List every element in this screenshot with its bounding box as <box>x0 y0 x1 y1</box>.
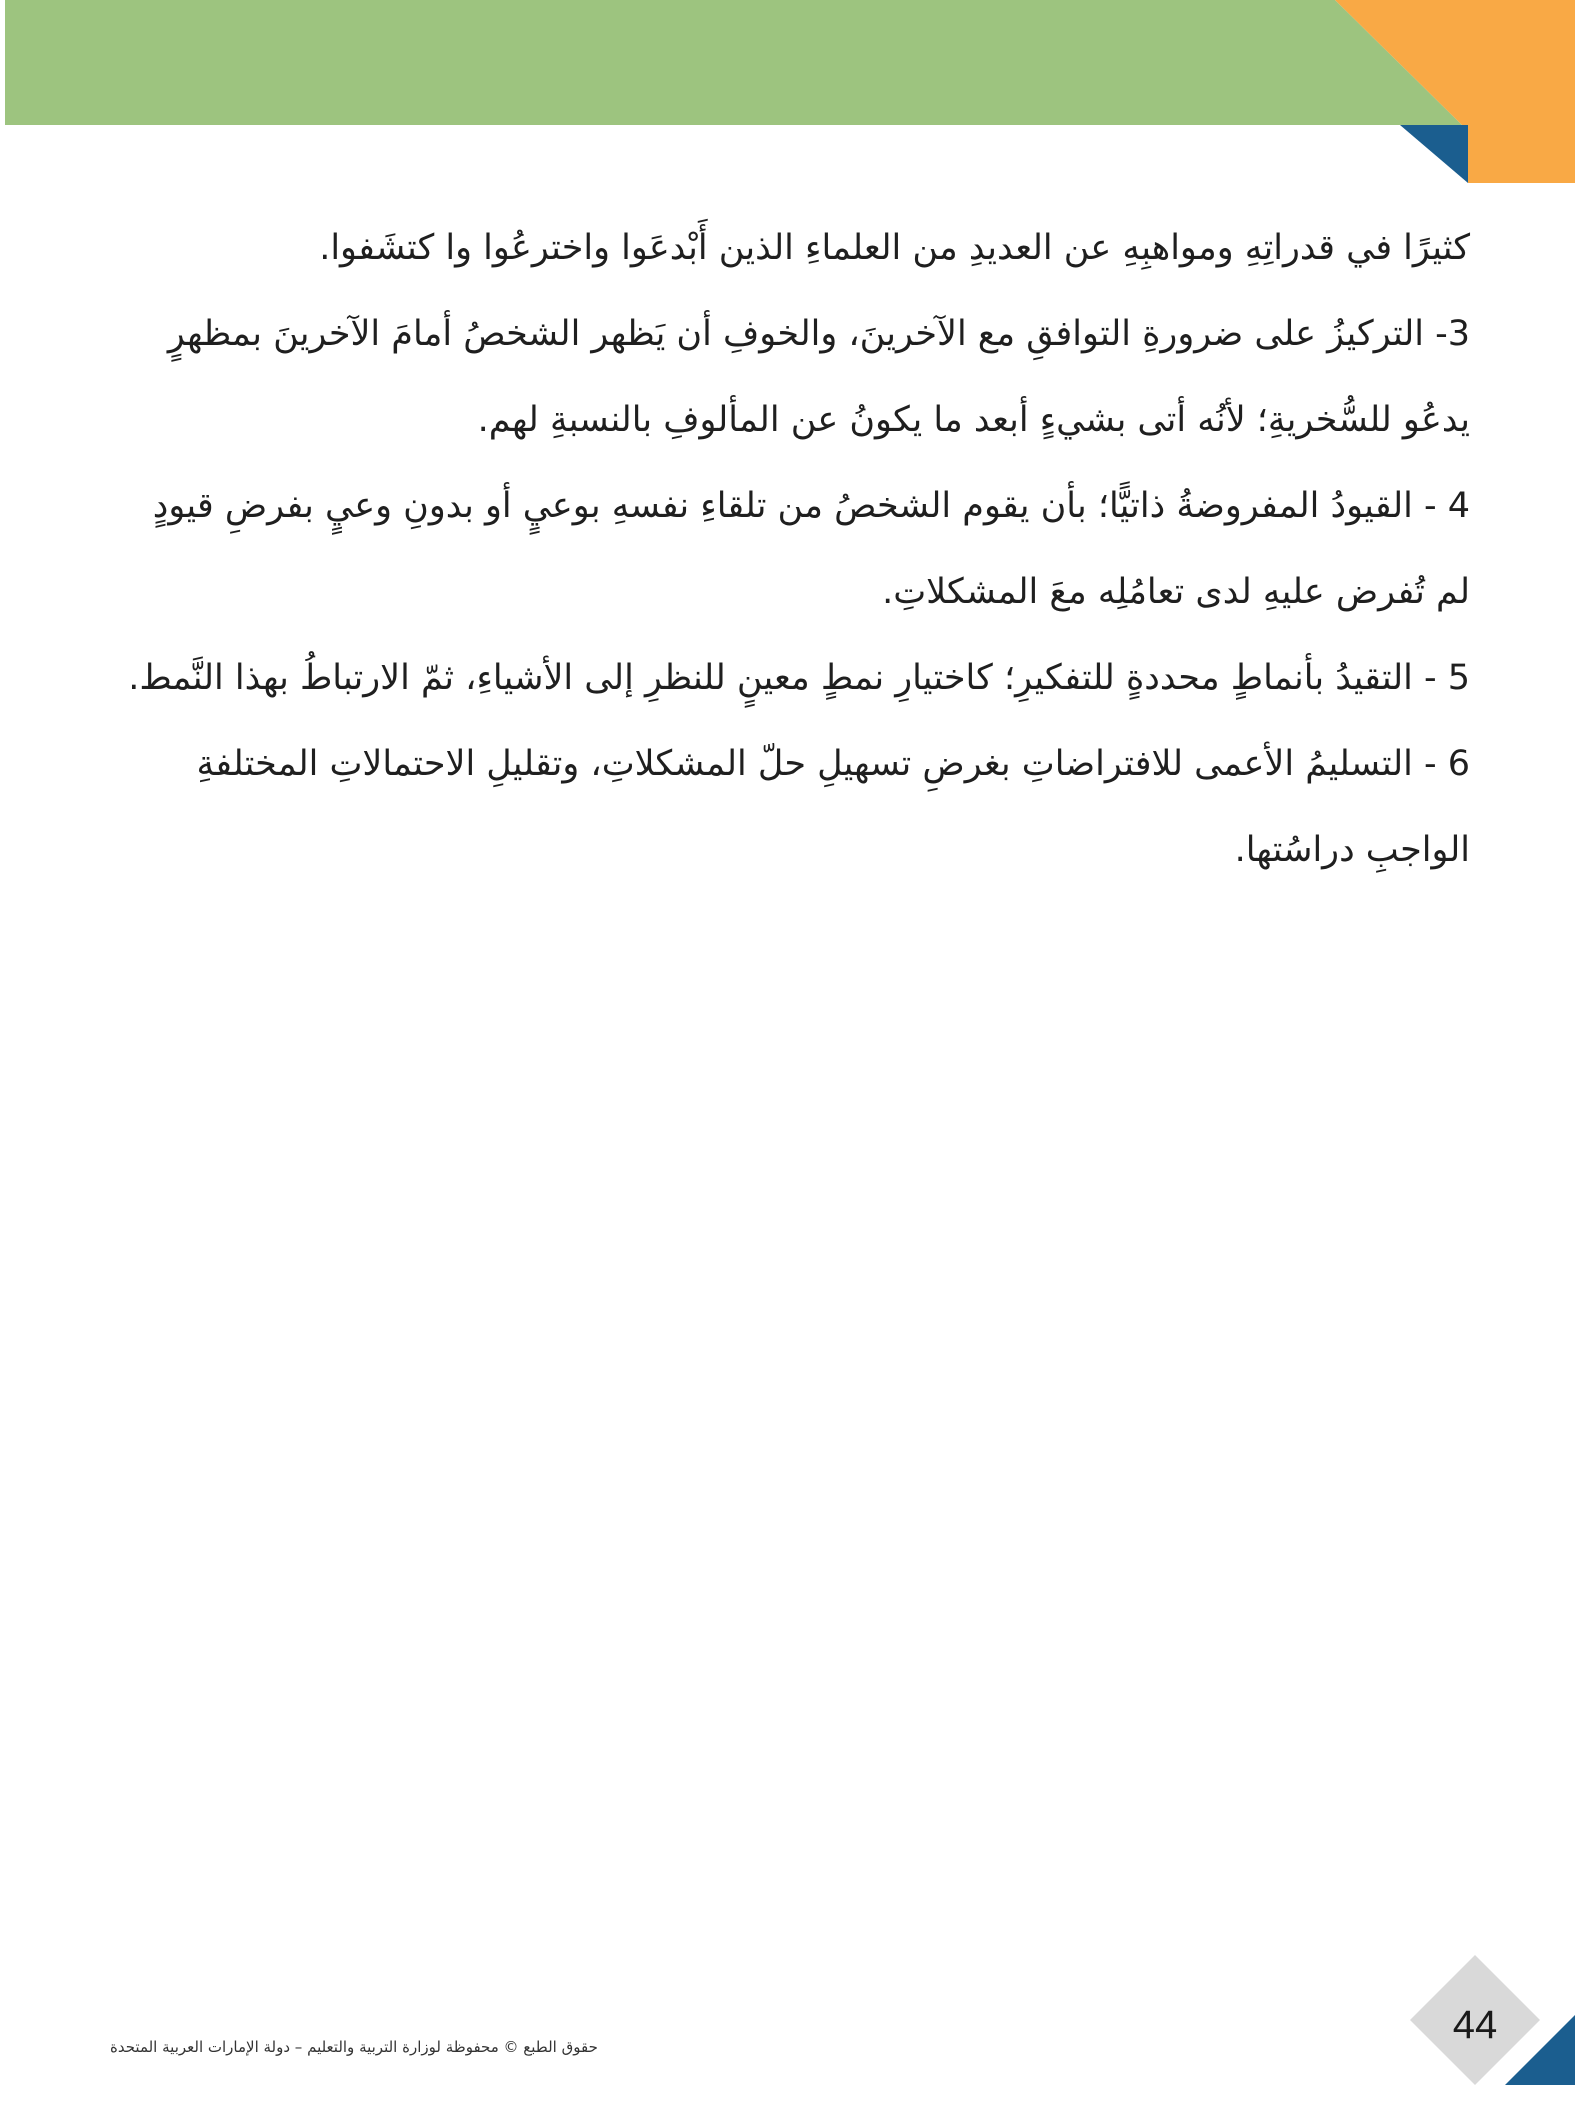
page-number: 44 <box>1452 2003 1498 2047</box>
header-decoration <box>0 0 1575 190</box>
copyright-notice: حقوق الطبع © محفوظة لوزارة التربية والتعليم – دولة الإمارات العربية المتحدة <box>110 2038 598 2056</box>
paragraph-item-3: 3- التركيزُ على ضرورةِ التوافقِ مع الآخرينَ، والخوفِ أن يَظهر الشخصُ أمامَ الآخرينَ بمظهرٍ يدعُو للسُّخريةِ؛ لأنُه أتى بشيءٍ أبعد ما يكونُ عن المألوفِ بالنسبةِ لهم. <box>167 314 1470 440</box>
body-text <box>120 205 1470 893</box>
paragraph-item-5: 5 - التقيدُ بأنماطٍ محددةٍ للتفكيرِ؛ كاختيارِ نمطٍ معينٍ للنظرِ إلى الأشياءِ، ثمّ الارتباطُ بهذا النَّمط. <box>128 658 1470 698</box>
header-blue-triangle <box>1400 125 1468 183</box>
paragraph-continuation: كثيرًا في قدراتِهِ ومواهبِهِ عن العديدِ من العلماءِ الذين أَبْدعَوا واخترعُوا وا كتشَفوا. <box>319 228 1470 268</box>
paragraph-item-6: 6 - التسليمُ الأعمى للافتراضاتِ بغرضِ تسهيلِ حلّ المشكلاتِ، وتقليلِ الاحتمالاتِ المختلفةِ الواجبِ دراسُتها. <box>196 744 1470 870</box>
header-green-band <box>5 0 1462 125</box>
paragraph-item-4: 4 - القيودُ المفروضةُ ذاتيًّا؛ بأن يقوم الشخصُ من تلقاءِ نفسهِ بوعيٍ أو بدونِ وعيٍ بفرضِ قيودٍ لم تُفرض عليهِ لدى تعامُلِه معَ المشكلاتِ. <box>152 486 1470 612</box>
